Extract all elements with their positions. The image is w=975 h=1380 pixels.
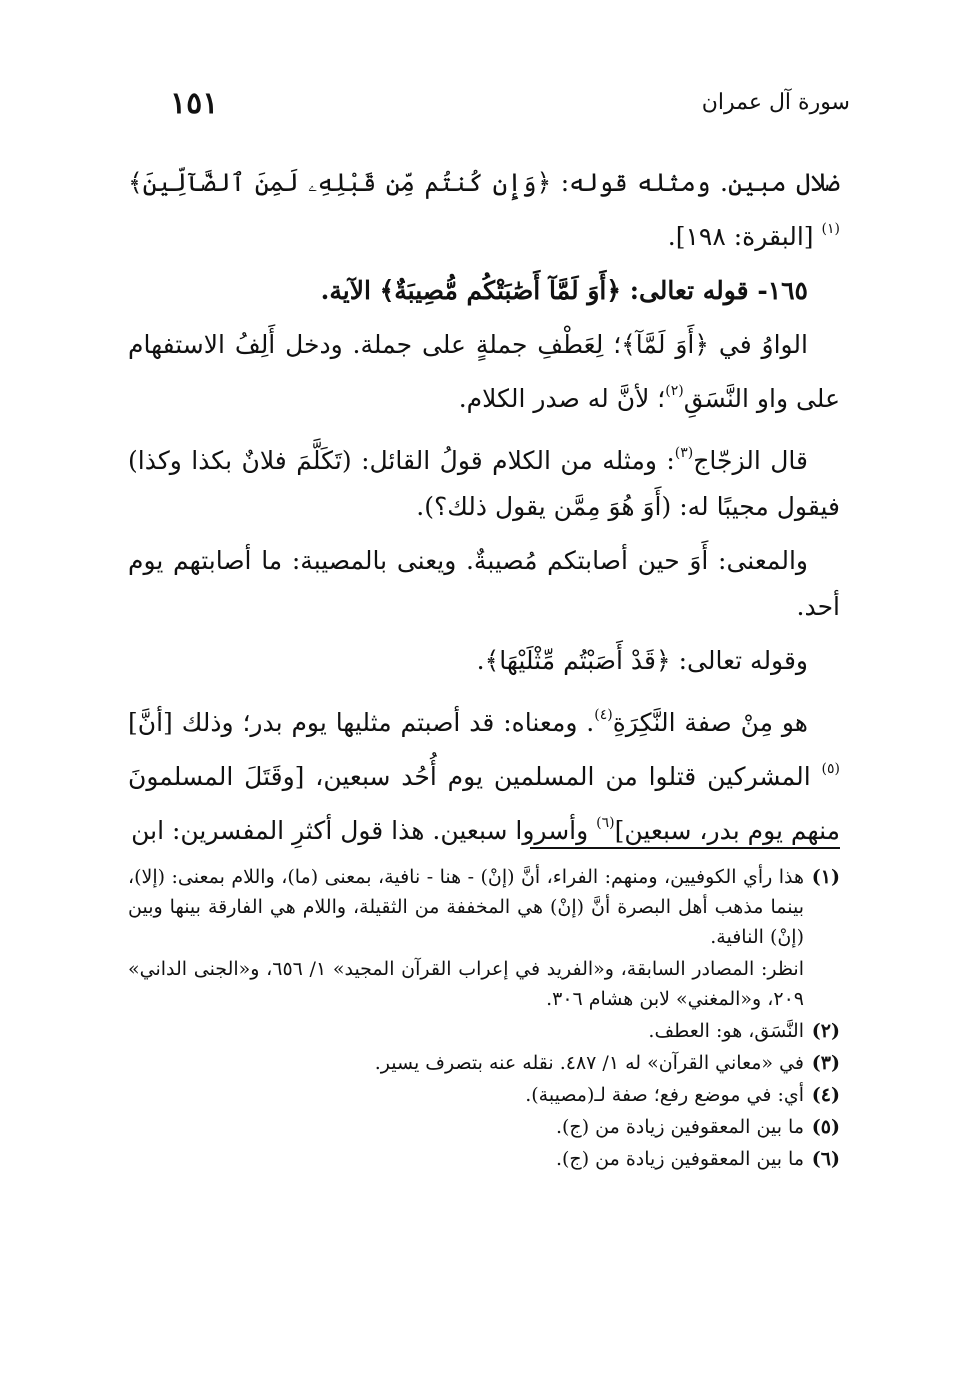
paragraph-2 xyxy=(128,268,840,314)
paragraph-text: المشركين قتلوا من المسلمين يوم أُحُد سبعين، [وقَتَلَ المسلمونَ منهم يوم بدر، سبعين] xyxy=(128,762,840,845)
footnote-ref: (١) xyxy=(821,221,840,237)
footnote-ref: (٤) xyxy=(594,707,613,723)
footnote-item xyxy=(128,954,840,1014)
footnote-item xyxy=(128,1048,840,1078)
footnote-number: (١) xyxy=(811,866,840,888)
paragraph-3 xyxy=(128,322,840,422)
paragraph-text: . ومعناه: قد أصبتم مثليها يوم بدر؛ وذلك [أنَّ] xyxy=(128,708,595,737)
paragraph-text: : ومثله من الكلام قولُ القائل: (تَكَلَّمَ فلانٌ بكذا وكذا) فيقول مجيبًا له: (أَوَ هُوَ مِمَّن يقول ذلك؟). xyxy=(128,446,840,521)
footnote-ref: (٥) xyxy=(821,761,840,777)
footnote-item xyxy=(128,1112,840,1142)
paragraph-text: قال الزجّاج xyxy=(693,446,808,475)
paragraph-text: ١٦٥- قوله تعالى: ﴿أَوَ لَمَّآ أَصَٰبَتْكُم مُّصِيبَةٌ﴾ الآية. xyxy=(320,276,808,305)
paragraph-text: هو مِنْ صفة النَّكِرَةِ xyxy=(612,708,808,737)
footnote-item xyxy=(128,862,840,952)
footnote-separator xyxy=(530,847,840,849)
surah-title: سورة آل عمران xyxy=(701,90,850,115)
paragraph-text: ضلال مبين. ومثله قوله: ﴿وَإِن كُنتُم مِّن قَبْلِهِۦ لَمِنَ ٱلضَّآلِّينَ﴾ xyxy=(128,168,840,197)
footnote-ref: (٢) xyxy=(665,383,684,399)
footnote-ref: (٣) xyxy=(674,445,694,461)
verse-reference: [البقرة: ١٩٨]. xyxy=(667,222,814,251)
main-text xyxy=(128,160,840,862)
paragraph-6 xyxy=(128,638,840,684)
footnote-text: ما بين المعقوفين زيادة من (ج). xyxy=(555,1148,804,1170)
footnote-number: (٢) xyxy=(811,1020,840,1042)
paragraph-1 xyxy=(128,160,840,260)
footnotes xyxy=(128,862,840,1176)
paragraph-4 xyxy=(128,430,840,530)
footnote-item xyxy=(128,1080,840,1110)
paragraph-text: وأسروا سبعين. هذا قول أكثرِ المفسرين: ابن xyxy=(131,816,597,845)
footnote-text: في «معاني القرآن» له ١/ ٤٨٧. نقله عنه بتصرف يسير. xyxy=(374,1052,804,1074)
footnote-ref: (٦) xyxy=(596,815,615,831)
footnote-item xyxy=(128,1016,840,1046)
paragraph-5 xyxy=(128,538,840,630)
footnote-number: (٥) xyxy=(811,1116,840,1138)
footnote-text: انظر: المصادر السابقة، و«الفريد في إعراب القرآن المجيد» ١/ ٦٥٦، و«الجنى الداني» ٢٠٩، و«المغني» لابن هشام ٣٠٦. xyxy=(128,958,804,1010)
footnote-number: (٣) xyxy=(811,1052,840,1074)
page-number: ١٥١ xyxy=(170,86,219,121)
paragraph-text: والمعنى: أَوَ حين أصابتكم مُصيبةٌ. ويعنى بالمصيبة: ما أصابتهم يوم أحد. xyxy=(128,546,840,621)
footnote-text: أي: في موضع رفع؛ صفة لـ(مصيبة). xyxy=(525,1084,804,1106)
footnote-number xyxy=(804,954,840,1014)
paragraph-text: الواوُ في ﴿أَوَ لَمَّآ﴾؛ لِعَطْفِ جملةٍ على جملة. ودخل أَلِفُ الاستفهام على واو النَّسَقِ xyxy=(128,330,840,413)
paragraph-text: وقوله تعالى: ﴿قَدْ أَصَبْتُم مِّثْلَيْهَا﴾. xyxy=(476,646,808,675)
footnote-number: (٦) xyxy=(811,1148,840,1170)
paragraph-text: ؛ لأنَّ له صدر الكلام. xyxy=(458,384,666,413)
paragraph-7 xyxy=(128,692,840,854)
footnote-text: النَّسَق، هو: العطف. xyxy=(648,1020,804,1042)
page-header xyxy=(150,86,850,136)
footnote-text: هذا رأي الكوفيين، ومنهم: الفراء، أنَّ (إنْ) - هنا - نافية، بمعنى (ما)، واللام بمعنى: (إلا)، بينما مذهب أهل البصرة أنَّ (إنْ) هي المخففة من الثقيلة، واللام هي الفارقة بينها وبين (إنْ) النافية. xyxy=(128,866,804,948)
footnote-number: (٤) xyxy=(811,1084,840,1106)
footnote-text: ما بين المعقوفين زيادة من (ج). xyxy=(555,1116,804,1138)
footnote-item xyxy=(128,1144,840,1174)
